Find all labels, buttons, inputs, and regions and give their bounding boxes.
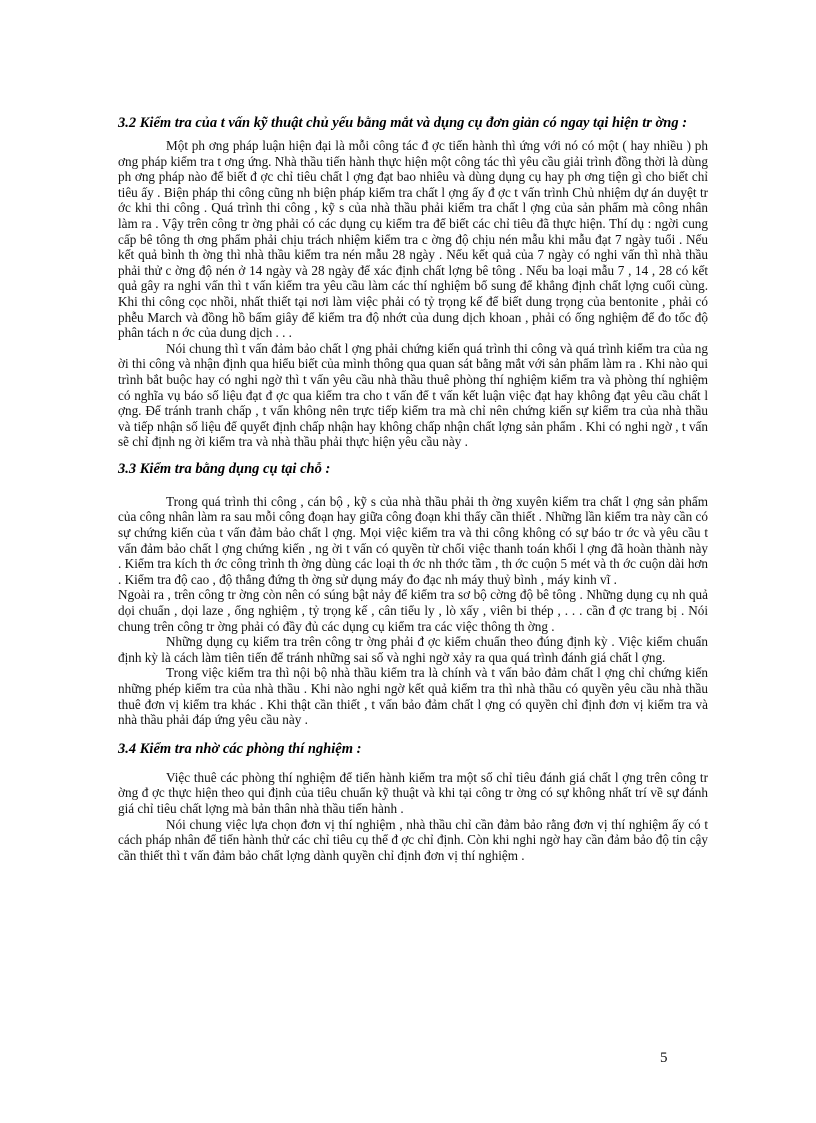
paragraph: Nói chung thì t vấn đảm bảo chất l ợng phải chứng kiến quá trình thi công và quá trình kiểm tra của ng ời thi công và nhận định qua hiểu biết của mình thông qua quan sát bằng mắt với sản phẩm làm ra . Khi nào qui trình bắt buộc hay có nghi ngờ thì t vấn yêu cầu nhà thầu thuê phòng thí nghiệm kiểm tra và phòng thí nghiệm có nghĩa vụ báo số liệu đạt đ ợc qua kiểm tra cho t vấn để t vấn kết luận việc đạt hay không đạt yêu cầu chất l ợng. Để tránh tranh chấp , t vấn không nên trực tiếp kiểm tra mà chỉ nên chứng kiến sự kiểm tra của nhà thầu và tiếp nhận số liệu để quyết định chấp nhận hay không chấp nhận chất lợng sản phẩm . Khi có nghi ngờ , t vấn sẽ chỉ định ng ời kiểm tra và nhà thầu phải thực hiện yêu cầu này . [118, 340, 708, 450]
paragraph: Trong quá trình thi công , cán bộ , kỹ s của nhà thầu phải th ờng xuyên kiểm tra chất l ợng sản phẩm của công nhân làm ra sau mỗi công đoạn hay giữa công đoạn khi thấy cần thiết . Những lần kiểm tra này cần có sự chứng kiến của t vấn đảm bảo chất l ợng. Mọi việc kiểm tra và thi công không có sự báo tr ớc và yêu cầu t vấn đảm bảo chất l ợng chứng kiến , ng ời t vấn có quyền từ chối việc thanh toán khối l ợng đã hoàn thành này . Kiểm tra kích th ớc công trình th ờng dùng các loại th ớc nh thớc tầm , th ớc cuộn 5 mét và th ớc cuộn dài hơn . Kiểm tra độ cao , độ thẳng đứng th ờng sử dụng máy đo đạc nh máy thuỷ bình , máy kinh vĩ . [118, 493, 708, 587]
section-heading-3-3: 3.3 Kiểm tra bằng dụng cụ tại chỗ : [118, 460, 331, 477]
paragraph: Trong việc kiểm tra thì nội bộ nhà thầu kiểm tra là chính và t vấn bảo đảm chất l ợng chỉ chứng kiến những phép kiểm tra của nhà thầu . Khi nào nghi ngờ kết quả kiểm tra thì nhà thầu có quyền yêu cầu nhà thầu thuê đơn vị kiểm tra khác . Khi thật cần thiết , t vấn bảo đảm chất l ợng có quyền chỉ định đơn vị kiểm tra và nhà thầu phải đáp ứng yêu cầu này . [118, 665, 708, 728]
section-heading-3-2: 3.2 Kiểm tra của t vấn kỹ thuật chủ yếu bằng mắt và dụng cụ đơn giản có ngay tại hiện tr ờng : [118, 115, 688, 131]
paragraph: Việc thuê các phòng thí nghiệm để tiến hành kiểm tra một số chỉ tiêu đánh giá chất l ợng trên công tr ờng đ ợc thực hiện theo qui định của tiêu chuẩn kỹ thuật và khi tại công tr ờng có sự không nhất trí về sự đánh giá chỉ tiêu chất lợng mà bản thân nhà thầu tiến hành . [118, 769, 708, 816]
paragraph: Nói chung việc lựa chọn đơn vị thí nghiệm , nhà thầu chỉ cần đảm bảo rằng đơn vị thí nghiệm ấy có t cách pháp nhân để tiến hành thử các chỉ tiêu cụ thể đ ợc chỉ định. Còn khi nghi ngờ hay cần đảm bảo độ tin cậy cần thiết thì t vấn đảm bảo chất lợng dành quyền chỉ định đơn vị thí nghiệm . [118, 816, 708, 863]
paragraph: Một ph ơng pháp luận hiện đại là mỗi công tác đ ợc tiến hành thì ứng với nó có một ( hay nhiều ) ph ơng pháp kiểm tra t ơng ứng. Nhà thầu tiến hành thực hiện một công tác thì yêu cầu giải trình đồng thời là dùng ph ơng pháp nào để biết đ ợc chỉ tiêu chất l ợng đạt bao nhiêu và dùng dụng cụ hay ph ơng tiện gì cho biết chỉ tiêu ấy . Biện pháp thi công cũng nh biện pháp kiểm tra chất l ợng ấy đ ợc t vấn trình Chủ nhiệm dự án duyệt tr ớc khi thi công . Quá trình thi công , kỹ s của nhà thầu phải kiểm tra chất l ợng của sản phẩm mà công nhân làm ra . Vậy trên công tr ờng phải có các dụng cụ kiểm tra để biết các chỉ tiêu đã thực hiện. Thí dụ : ngời cung cấp bê tông th ơng phẩm phải chịu trách nhiệm kiểm tra c ờng độ chịu nén mẫu khi mẫu đạt 7 ngày tuổi . Nếu kết quả bình th ờng thì nhà thầu kiểm tra nén mẫu 28 ngày . Nếu kết quả của 7 ngày có nghi vấn thì nhà thầu phải thử c ờng độ nén ở 14 ngày và 28 ngày để xác định chất lợng bê tông . Nếu ba loại mẫu 7 , 14 , 28 có kết quả gây ra nghi vấn thì t vấn kiểm tra yêu cầu làm các thí nghiệm bổ sung để khẳng định chất lợng cuối cùng. Khi thi công cọc nhồi, nhất thiết tại nơi làm việc phải có tỷ trọng kế để biết dung trọng của bentonite , phải có phễu March và đồng hồ bấm giây để kiểm tra độ nhớt của dung dịch khoan , phải có ống nghiệm để đo tốc độ phân tách n ớc của dung dịch . . . [118, 138, 708, 341]
page-number: 5 [660, 1050, 668, 1066]
page-content [118, 114, 708, 863]
paragraph: Những dụng cụ kiểm tra trên công tr ờng phải đ ợc kiểm chuẩn theo đúng định kỳ . Việc kiểm chuẩn định kỳ là cách làm tiên tiến để tránh những sai số và nghi ngờ xảy ra qua quá trình đánh giá chất l ợng. [118, 634, 708, 665]
section-heading-3-4: 3.4 Kiểm tra nhờ các phòng thí nghiệm : [118, 740, 362, 757]
paragraph: Ngoài ra , trên công tr ờng còn nên có súng bật nảy để kiểm tra sơ bộ cờng độ bê tông . Những dụng cụ nh quả dọi chuẩn , dọi laze , ống nghiệm , tỷ trọng kế , cân tiểu ly , lò xấy , viên bi thép , . . . cần đ ợc trang bị . Nói chung trên công tr ờng phải có đầy đủ các dụng cụ kiểm tra các việc thông th ờng . [118, 587, 708, 634]
